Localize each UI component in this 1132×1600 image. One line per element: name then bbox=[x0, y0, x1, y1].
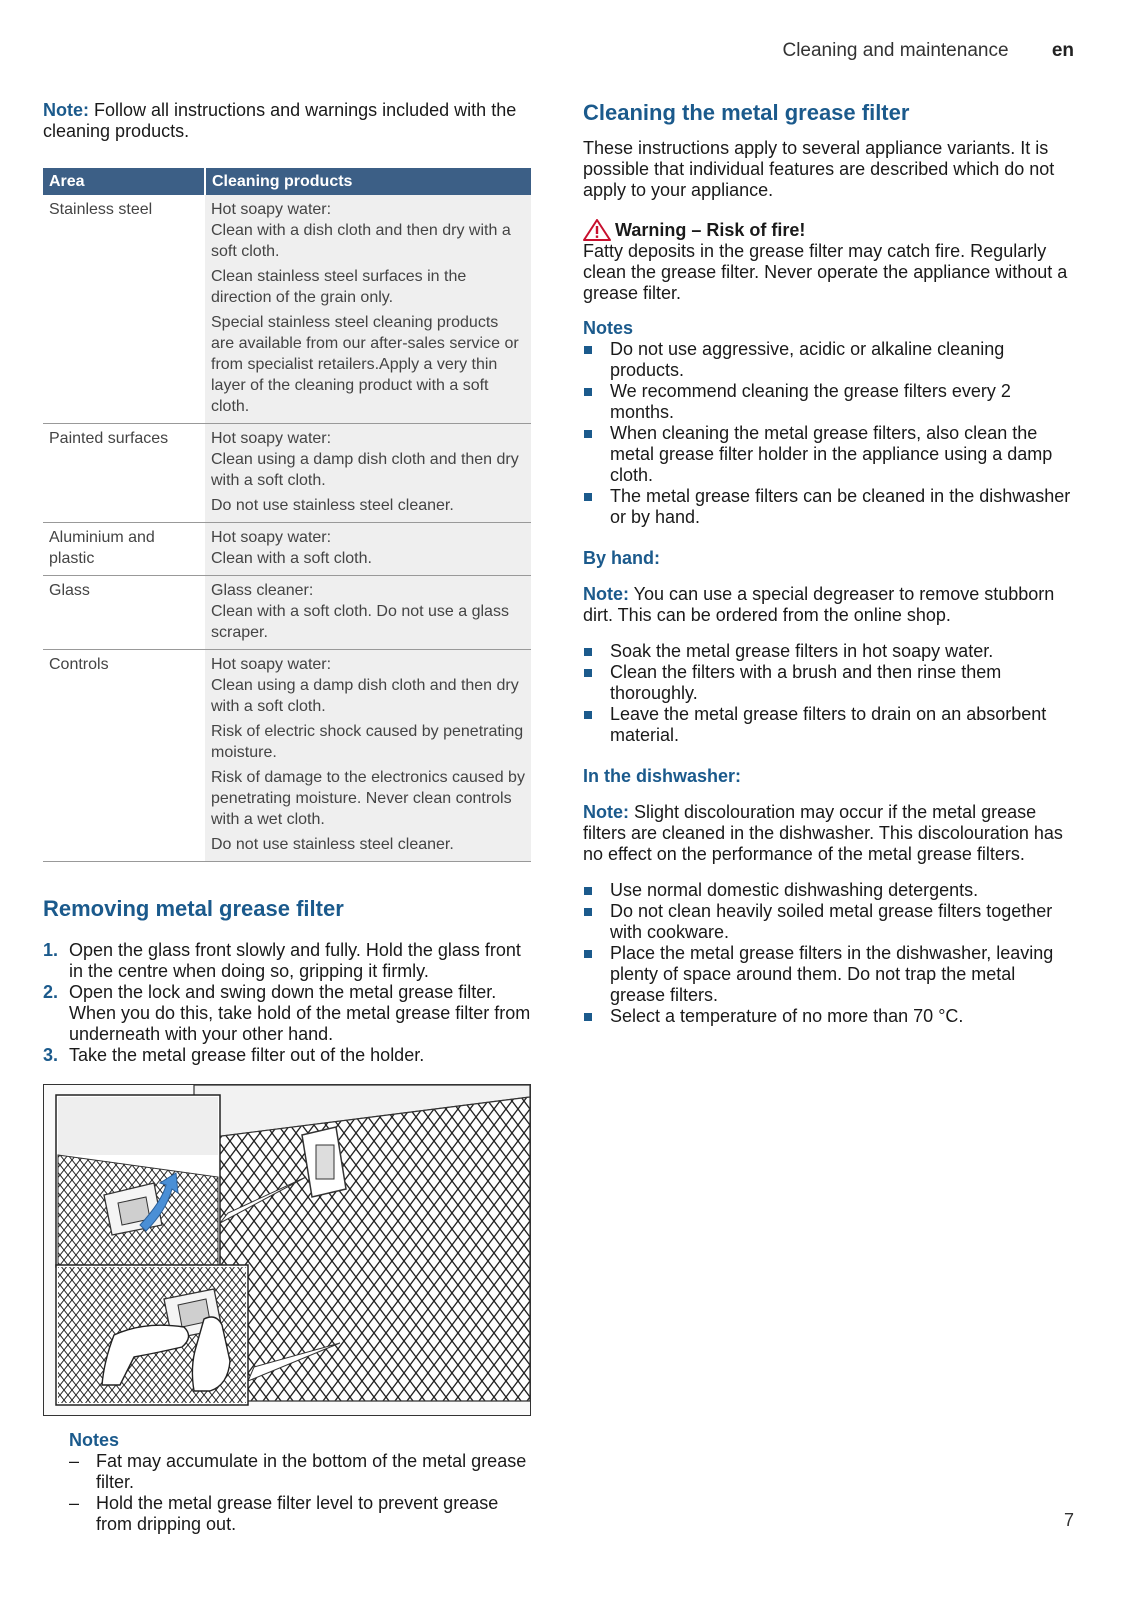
table-cell-products bbox=[205, 424, 531, 523]
table-cell-area: Aluminium and plastic bbox=[43, 523, 205, 576]
removing-notes-title: Notes bbox=[69, 1430, 120, 1450]
step-number: 3. bbox=[43, 1045, 59, 1065]
table-cell-area: Controls bbox=[43, 650, 205, 862]
table-row bbox=[43, 650, 531, 862]
product-instruction: Hot soapy water: Clean with a soft cloth. bbox=[211, 529, 372, 567]
list-item bbox=[43, 940, 531, 982]
section-title: Cleaning and maintenance bbox=[782, 40, 1009, 61]
list-item: Do not use aggressive, acidic or alkaline cleaning products. bbox=[583, 339, 1075, 381]
step-text: Open the lock and swing down the metal grease filter. When you do this, take hold of the metal grease filter from underneath with your other hand. bbox=[69, 982, 531, 1044]
step-number: 2. bbox=[43, 982, 59, 1002]
table-row bbox=[43, 523, 531, 576]
grease-filter-illustration bbox=[43, 1084, 531, 1416]
removing-steps bbox=[43, 940, 531, 1066]
warning-title: Warning – Risk of fire! bbox=[615, 220, 806, 240]
product-instruction: Clean stainless steel surfaces in the direction of the grain only. bbox=[211, 268, 467, 306]
table-header-area: Area bbox=[43, 168, 205, 195]
list-item: Soak the metal grease filters in hot soapy water. bbox=[583, 641, 1075, 662]
right-notes-list bbox=[583, 339, 1075, 528]
product-instruction: Hot soapy water: Clean using a damp dish cloth and then dry with a soft cloth. bbox=[211, 656, 519, 715]
product-instruction: Glass cleaner: Clean with a soft cloth. Do not use a glass scraper. bbox=[211, 582, 509, 641]
dash-marker: – bbox=[69, 1451, 80, 1471]
note-label: Note: bbox=[43, 100, 89, 120]
table-header-products: Cleaning products bbox=[205, 168, 531, 195]
note-item-text: Hold the metal grease filter level to prevent grease from dripping out. bbox=[96, 1493, 499, 1534]
table-cell-area: Stainless steel bbox=[43, 195, 205, 424]
list-item: When cleaning the metal grease filters, also clean the metal grease filter holder in the appliance using a damp cloth. bbox=[583, 423, 1075, 486]
table-cell-products bbox=[205, 576, 531, 650]
table-cell-products bbox=[205, 523, 531, 576]
dishwasher-steps bbox=[583, 880, 1075, 1027]
warning-block bbox=[583, 219, 1075, 304]
by-hand-title: By hand: bbox=[583, 548, 661, 568]
list-item: The metal grease filters can be cleaned in the dishwasher or by hand. bbox=[583, 486, 1075, 528]
list-item bbox=[43, 1045, 531, 1066]
list-item: We recommend cleaning the grease filters every 2 months. bbox=[583, 381, 1075, 423]
page-header bbox=[782, 40, 1074, 62]
product-instruction: Risk of damage to the electronics caused by penetrating moisture. Never clean controls with a wet cloth. bbox=[211, 769, 525, 828]
product-instruction: Risk of electric shock caused by penetrating moisture. bbox=[211, 723, 524, 761]
note-text: You can use a special degreaser to remove stubborn dirt. This can be ordered from the online shop. bbox=[583, 584, 1055, 625]
list-item bbox=[43, 982, 531, 1045]
right-notes bbox=[583, 318, 1075, 528]
step-text: Open the glass front slowly and fully. Hold the glass front in the centre when doing so, gripping it firmly. bbox=[69, 940, 521, 981]
list-item: Select a temperature of no more than 70 °C. bbox=[583, 1006, 1075, 1027]
note-text: Slight discolouration may occur if the metal grease filters are cleaned in the dishwasher. This discolouration has no effect on the performance of the metal grease filters. bbox=[583, 802, 1063, 864]
table-row bbox=[43, 576, 531, 650]
product-instruction: Hot soapy water: Clean with a dish cloth and then dry with a soft cloth. bbox=[211, 201, 511, 260]
cleaning-products-table bbox=[43, 168, 531, 862]
removing-title: Removing metal grease filter bbox=[43, 896, 344, 921]
dash-marker: – bbox=[69, 1493, 80, 1513]
list-item: Clean the filters with a brush and then rinse them thoroughly. bbox=[583, 662, 1075, 704]
table-cell-area: Glass bbox=[43, 576, 205, 650]
product-instruction: Do not use stainless steel cleaner. bbox=[211, 836, 454, 853]
page-number: 7 bbox=[1063, 1510, 1074, 1530]
removing-notes bbox=[69, 1430, 531, 1535]
list-item: Use normal domestic dishwashing detergents. bbox=[583, 880, 1075, 901]
warning-triangle-icon bbox=[583, 219, 611, 241]
removing-notes-list bbox=[69, 1451, 531, 1535]
note-item-text: Fat may accumulate in the bottom of the metal grease filter. bbox=[96, 1451, 527, 1492]
table-body bbox=[43, 195, 531, 862]
grease-filter-drawing bbox=[44, 1085, 530, 1415]
list-item: Do not clean heavily soiled metal grease filters together with cookware. bbox=[583, 901, 1075, 943]
product-instruction: Hot soapy water: Clean using a damp dish cloth and then dry with a soft cloth. bbox=[211, 430, 519, 489]
note-text: Follow all instructions and warnings included with the cleaning products. bbox=[43, 100, 517, 141]
left-column bbox=[43, 100, 531, 1535]
list-item bbox=[69, 1493, 531, 1535]
step-text: Take the metal grease filter out of the holder. bbox=[69, 1045, 425, 1065]
removing-section bbox=[43, 896, 531, 1066]
note-label: Note: bbox=[583, 802, 629, 822]
cleaning-filter-title: Cleaning the metal grease filter bbox=[583, 100, 910, 125]
table-cell-products bbox=[205, 650, 531, 862]
table-row bbox=[43, 195, 531, 424]
step-number: 1. bbox=[43, 940, 59, 960]
table-cell-area: Painted surfaces bbox=[43, 424, 205, 523]
warning-heading bbox=[583, 219, 1075, 241]
by-hand-steps bbox=[583, 641, 1075, 746]
list-item: Leave the metal grease filters to drain on an absorbent material. bbox=[583, 704, 1075, 746]
cleaning-products-note bbox=[43, 100, 531, 142]
dishwasher-title: In the dishwasher: bbox=[583, 766, 742, 786]
dishwasher-note bbox=[583, 802, 1075, 865]
table-row bbox=[43, 424, 531, 523]
right-column bbox=[583, 100, 1075, 1027]
table-cell-products bbox=[205, 195, 531, 424]
right-notes-title: Notes bbox=[583, 318, 634, 338]
note-label: Note: bbox=[583, 584, 629, 604]
product-instruction: Do not use stainless steel cleaner. bbox=[211, 497, 454, 514]
list-item: Place the metal grease filters in the dishwasher, leaving plenty of space around them. Do not trap the metal grease filters. bbox=[583, 943, 1075, 1006]
table-header-row bbox=[43, 168, 531, 195]
intro-text: These instructions apply to several appliance variants. It is possible that individual features are described which do not apply to your appliance. bbox=[583, 138, 1055, 200]
warning-text: Fatty deposits in the grease filter may catch fire. Regularly clean the grease filter. Never operate the appliance without a grease filter. bbox=[583, 241, 1068, 303]
language-code: en bbox=[1051, 40, 1074, 61]
product-instruction: Special stainless steel cleaning products are available from our after-sales service or from specialist retailers.Apply a very thin layer of the cleaning product with a soft cloth. bbox=[211, 314, 519, 415]
by-hand-note bbox=[583, 584, 1075, 626]
list-item bbox=[69, 1451, 531, 1493]
